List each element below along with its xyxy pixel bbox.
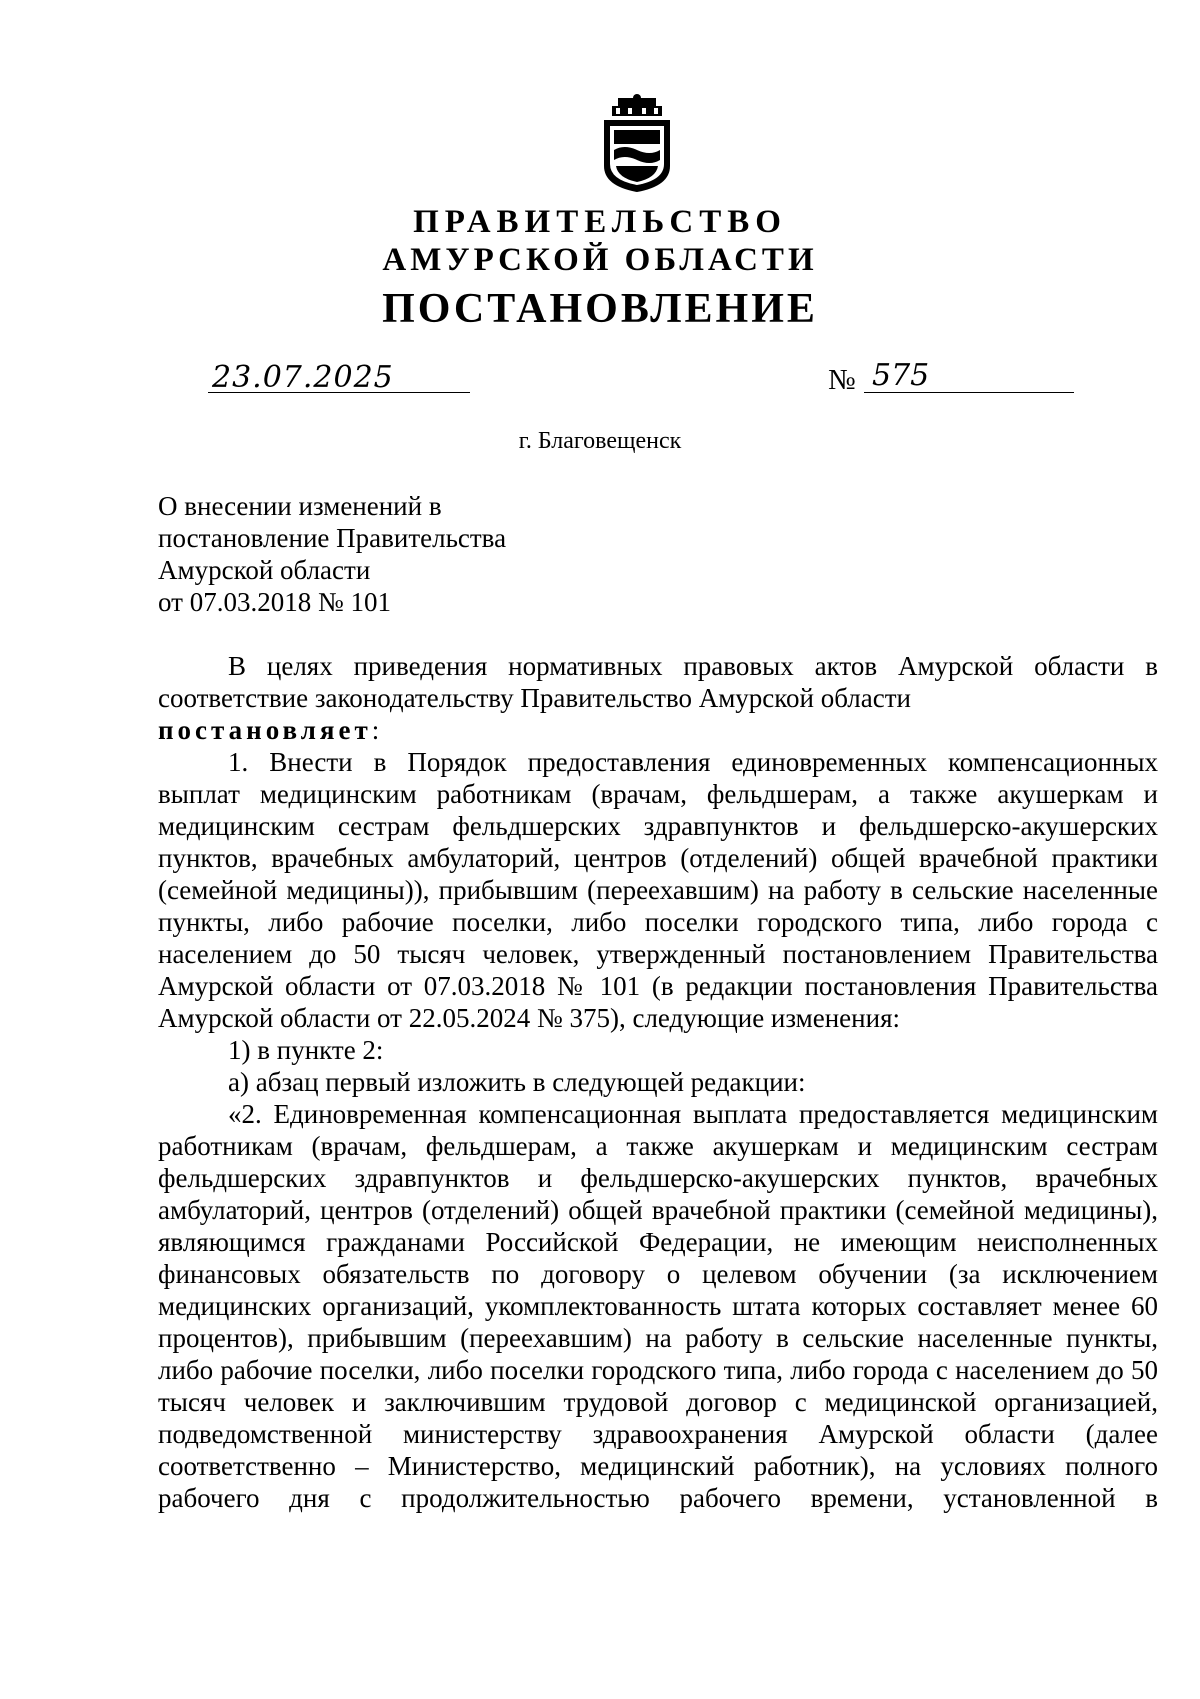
number-label: № [828,364,856,396]
city-name: г. Благовещенск [518,428,682,454]
quoted-new-text-paragraph: «2. Единовременная компенсационная выплата предоставляется медицинским работникам (врачам, фельдшерам, а также акушеркам и медицинским сестрам фельдшерских здравпунктов и фельдшерско-акушерских пунктов, врачебных амбулаторий, центров (отделений) общей врачебной практики (семейной медицины), являющимся гражданами Российской Федерации, не имеющим неисполненных финансовых обязательств по договору о целевом обучении (за исключением медицинских организаций, укомплектованность штата которых составляет менее 60 процентов), прибывшим (переехавшим) на работу в сельские населенные пункты, либо рабочие поселки, либо поселки городского типа, либо города с населением до 50 тысяч человек и заключившим трудовой договор с медицинской организацией, подведомственной министерству здравоохранения Амурской области (далее соответственно – Министерство, медицинский работник), на условиях полного рабочего дня с продолжительностью рабочего времени, установленной в [158,1099,1158,1513]
document-subject [158,490,506,618]
subitem-1a-paragraph: а) абзац первый изложить в следующей редакции: [228,1067,806,1097]
item-1-paragraph: 1. Внести в Порядок предоставления единовременных компенсационных выплат медицинским работникам (врачам, фельдшерам, а также акушеркам и медицинским сестрам фельдшерских здравпунктов и фельдшерско-акушерских пунктов, врачебных амбулаторий, центров (отделений) общей врачебной практики (семейной медицины)), прибывшим (переехавшим) на работу в сельские населенные пункты, либо рабочие поселки, либо поселки городского типа, либо города с населением до 50 тысяч человек, утвержденный постановлением Правительства Амурской области от 07.03.2018 № 101 (в редакции постановления Правительства Амурской области от 22.05.2024 № 375), следующие изменения: [158,747,1158,1033]
date-underline [208,392,470,393]
coat-of-arms-icon [600,94,674,194]
government-title-line1: ПРАВИТЕЛЬСТВО [413,204,787,240]
subitem-1-paragraph: 1) в пункте 2: [228,1035,384,1065]
resolves-paragraph [158,714,1158,746]
resolves-word: постановляет [158,715,372,745]
preamble-paragraph: В целях приведения нормативных правовых актов Амурской области в соответствие законодательству Правительство Амурской области [158,651,1158,713]
number-underline [864,392,1074,393]
resolves-colon: : [371,715,380,745]
handwritten-date: 23.07.2025 [212,360,394,395]
subject-line: постановление Правительства [158,523,507,553]
government-title-line2: АМУРСКОЙ ОБЛАСТИ [382,242,818,278]
subject-line: от 07.03.2018 № 101 [158,587,391,617]
subject-line: О внесении изменений в [158,491,442,521]
document-type-title: ПОСТАНОВЛЕНИЕ [382,286,818,332]
subject-line: Амурской области [158,555,371,585]
document-body [158,650,1158,1514]
handwritten-number: 575 [872,358,930,393]
